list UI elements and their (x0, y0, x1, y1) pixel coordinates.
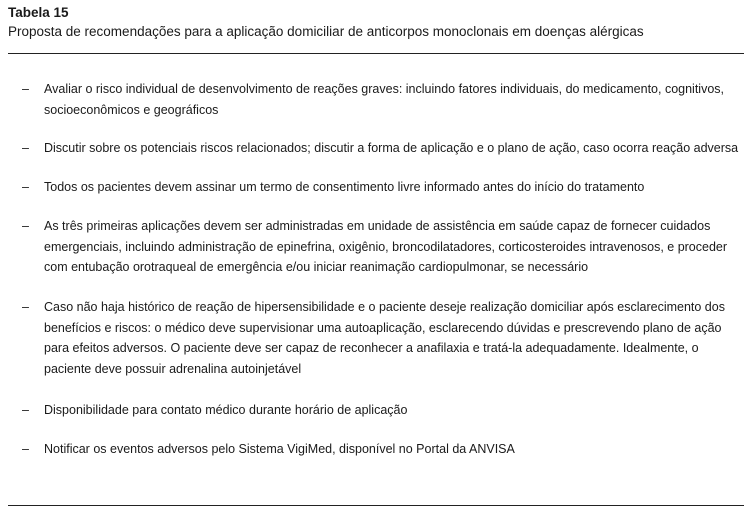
dash-bullet: – (22, 442, 29, 456)
top-rule (8, 53, 744, 54)
table-title: Tabela 15 (8, 5, 69, 20)
list-item-text: Notificar os eventos adversos pelo Sistema VigiMed, disponível no Portal da ANVISA (44, 442, 515, 456)
dash-bullet: – (22, 82, 29, 96)
table-caption: Proposta de recomendações para a aplicação domiciliar de anticorpos monoclonais em doenças alérgicas (8, 24, 644, 39)
list-item-text: Discutir sobre os potenciais riscos relacionados; discutir a forma de aplicação e o plano de ação, caso ocorra reação adversa (44, 141, 739, 155)
dash-bullet: – (22, 403, 29, 417)
dash-bullet: – (22, 141, 29, 155)
list-item-text: Avaliar o risco individual de desenvolvimento de reações graves: incluindo fatores individuais, do medicamento, cognitivos, socioeconômicos e geográficos (44, 82, 725, 117)
list-item-text: As três primeiras aplicações devem ser administradas em unidade de assistência em saúde capaz de fornecer cuidados emergenciais, incluindo administração de epinefrina, oxigênio, broncodilatadores, corticosteroides intravenosos, e proceder com entubação orotraqueal de emergência e/ou iniciar reanimação cardiopulmonar, se necessário (44, 219, 728, 274)
list-item-text: Todos os pacientes devem assinar um termo de consentimento livre informado antes do início do tratamento (44, 180, 645, 194)
bottom-rule (8, 505, 744, 506)
list-item-text: Caso não haja histórico de reação de hipersensibilidade e o paciente deseje realização domiciliar após esclarecimento dos benefícios e riscos: o médico deve supervisionar uma autoaplicação, esclarecendo dúvidas e prescrevendo plano de ação para efeitos adversos. O paciente deve ser capaz de reconhecer a anafilaxia e tratá-la adequadamente. Idealmente, o paciente deve possuir adrenalina autoinjetável (44, 300, 725, 376)
dash-bullet: – (22, 219, 29, 233)
dash-bullet: – (22, 180, 29, 194)
list-item-text: Disponibilidade para contato médico durante horário de aplicação (44, 403, 408, 417)
dash-bullet: – (22, 300, 29, 314)
